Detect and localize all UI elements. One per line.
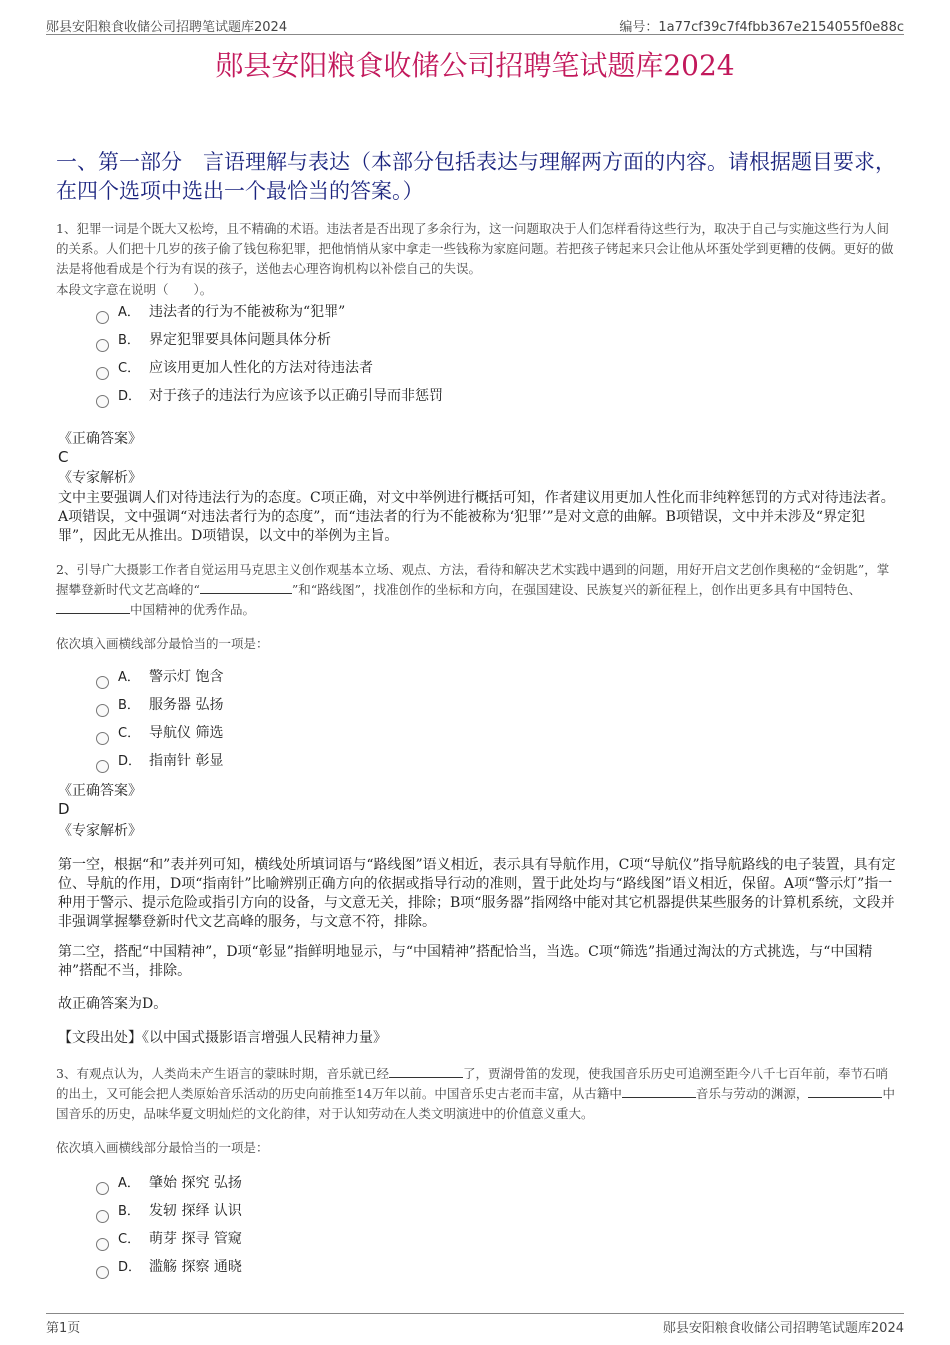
fill-blank [389,1065,463,1078]
question-3-option-d[interactable] [96,1256,242,1278]
option-letter: C． [118,1232,141,1247]
question-2-text [56,560,898,620]
option-letter: D． [118,389,142,404]
analysis-text: 第一空，根据“和”表并列可知，横线处所填词语与“路线图”语义相近，表示具有导航作用，C项“导航仪”指导航路线的电子装置，具有定位、导航的作用，D项“指南针”比喻辨别正确方向的依据或指导行动的准则，置于此处均与“路线图”语义相近，保留。A项“警示灯”指一种用于警示、提示危险或指引方向的设备，与文意无关，排除；B项“服务器”指网络中能对其它机器提供某些服务的计算机系统，文段并非强调掌握攀登新时代文艺高峰的服务，与文意不符，排除。 [58,857,896,930]
question-3-text [56,1064,898,1124]
option-text: 对于孩子的违法行为应该予以正确引导而非惩罚 [149,388,443,404]
analysis-text: 文中主要强调人们对待违法行为的态度。C项正确，对文中举例进行概括可知，作者建议用更加人性化而非纯粹惩罚的方式对待违法者。A项错误，文中强调“对违法者行为的态度”，而“违法者的行为不能被称为‘犯罪’”是对文意的曲解。B项错误，文中并未涉及“界定犯罪”，因此无从推出。D项错误，以文中的举例为主旨。 [58,490,895,544]
text-segment: 3、有观点认为，人类尚未产生语言的蒙昧时期，音乐就已经 [56,1066,389,1081]
question-2-option-a[interactable] [96,666,223,688]
option-text: 萌芽 探寻 管窥 [149,1231,242,1247]
section-title: 一、第一部分 言语理解与表达（本部分包括表达与理解两方面的内容。请根据题目要求，在四个选项中选出一个最恰当的答案。） [56,150,896,203]
radio-icon[interactable] [96,760,109,773]
answer-value: C [58,448,69,466]
option-text: 指南针 彰显 [149,753,224,769]
page-footer [46,1313,904,1334]
option-letter: B． [118,1204,140,1219]
option-text: 警示灯 饱含 [149,669,224,685]
radio-icon[interactable] [96,339,109,352]
option-letter: A． [118,305,140,320]
question-1-option-c[interactable] [96,357,373,379]
text-segment: 了，贾湖骨笛的发现，使我国音乐历史可追溯至距今八千七百年前，奉节石哨的出土，又可能会把人类原始音乐活动的历史向前推至14万年以前。中国音乐史古老而丰富，从古籍中 [56,1066,888,1101]
question-2-option-b[interactable] [96,694,223,716]
option-letter: C． [118,726,141,741]
option-letter: A． [118,1176,140,1191]
question-1-text: 1、犯罪一词是个既大又松垮，且不精确的术语。违法者是否出现了多余行为，这一问题取决于人们怎样看待这些行为，取决于自己与实施这些行为人间的关系。人们把十几岁的孩子偷了钱包称犯罪，把他悄悄从家中拿走一些钱称为家庭问题。若把孩子铐起来只会让他从坏蛋处学到更糟的伎俩。更好的做法是将他看成是个行为有误的孩子，送他去心理咨询机构以补偿自己的失误。 [56,221,894,276]
question-3-option-b[interactable] [96,1200,242,1222]
text-segment: ”和“路线图”，找准创作的坐标和方向，在强国建设、民族复兴的新征程上，创作出更多具有中国特色、 [291,582,862,597]
fill-blank [622,1085,696,1098]
option-letter: D． [118,754,142,769]
question-1-prompt: 本段文字意在说明（ ）。 [56,282,213,297]
option-text: 肇始 探究 弘扬 [149,1175,242,1191]
text-segment: 音乐与劳动的渊源， [695,1086,809,1101]
radio-icon[interactable] [96,676,109,689]
radio-icon[interactable] [96,311,109,324]
question-3-option-c[interactable] [96,1228,242,1250]
radio-icon[interactable] [96,1238,109,1251]
option-text: 滥觞 探察 通晓 [149,1259,242,1275]
analysis-label: 《专家解析》 [58,470,142,486]
radio-icon[interactable] [96,1210,109,1223]
question-2-prompt: 依次填入画横线部分最恰当的一项是： [56,636,269,651]
analysis-label: 《专家解析》 [58,823,142,839]
radio-icon[interactable] [96,732,109,745]
footer-doc-title: 郧县安阳粮食收储公司招聘笔试题库2024 [662,1321,904,1336]
option-text: 应该用更加人性化的方法对待违法者 [149,360,373,376]
analysis-text: 第二空，搭配“中国精神”，D项“彰显”指鲜明地显示，与“中国精神”搭配恰当，当选。C项“筛选”指通过淘汰的方式挑选，与“中国精神”搭配不当，排除。 [58,944,873,979]
option-letter: C． [118,361,141,376]
text-segment: 中国音乐的历史，品味华夏文明灿烂的文化韵律，对于认知劳动在人类文明演进中的价值意义重大。 [56,1086,895,1121]
fill-blank [56,601,130,614]
radio-icon[interactable] [96,1182,109,1195]
radio-icon[interactable] [96,367,109,380]
question-1-option-a[interactable] [96,301,345,323]
option-letter: A． [118,670,140,685]
question-2-option-c[interactable] [96,722,223,744]
option-text: 违法者的行为不能被称为“犯罪” [149,304,346,320]
answer-label: 《正确答案》 [58,783,142,799]
question-3-prompt: 依次填入画横线部分最恰当的一项是： [56,1140,269,1155]
header-doc-id: 编号：1a77cf39c7f4fbb367e2154055f0e88c [619,20,904,35]
fill-blank [200,581,292,594]
text-segment: 中国精神的优秀作品。 [130,602,256,617]
page-header [46,14,904,35]
analysis-conclusion: 故正确答案为D。 [58,996,168,1012]
option-text: 发轫 探绎 认识 [149,1203,242,1219]
header-doc-title: 郧县安阳粮食收储公司招聘笔试题库2024 [46,20,288,35]
option-letter: B． [118,333,140,348]
page-title: 郧县安阳粮食收储公司招聘笔试题库2024 [215,49,735,82]
option-text: 服务器 弘扬 [149,697,224,713]
option-text: 界定犯罪要具体问题具体分析 [149,332,331,348]
question-1-option-d[interactable] [96,385,443,407]
option-text: 导航仪 筛选 [149,725,224,741]
source-citation: 【文段出处】《以中国式摄影语言增强人民精神力量》 [58,1030,387,1046]
radio-icon[interactable] [96,395,109,408]
answer-value: D [58,800,70,818]
answer-label: 《正确答案》 [58,431,142,447]
option-letter: B． [118,698,140,713]
question-1-option-b[interactable] [96,329,331,351]
fill-blank [808,1085,882,1098]
option-letter: D． [118,1260,142,1275]
question-2-option-d[interactable] [96,750,223,772]
radio-icon[interactable] [96,704,109,717]
text-segment: 2、引导广大摄影工作者自觉运用马克思主义创作观基本立场、观点、方法，看待和解决艺术实践中遇到的问题，用好开启文艺创作奥秘的“金钥匙”，掌握攀登新时代文艺高峰的“ [56,562,890,597]
page-number: 第1页 [46,1321,81,1336]
radio-icon[interactable] [96,1266,109,1279]
question-3-option-a[interactable] [96,1172,242,1194]
